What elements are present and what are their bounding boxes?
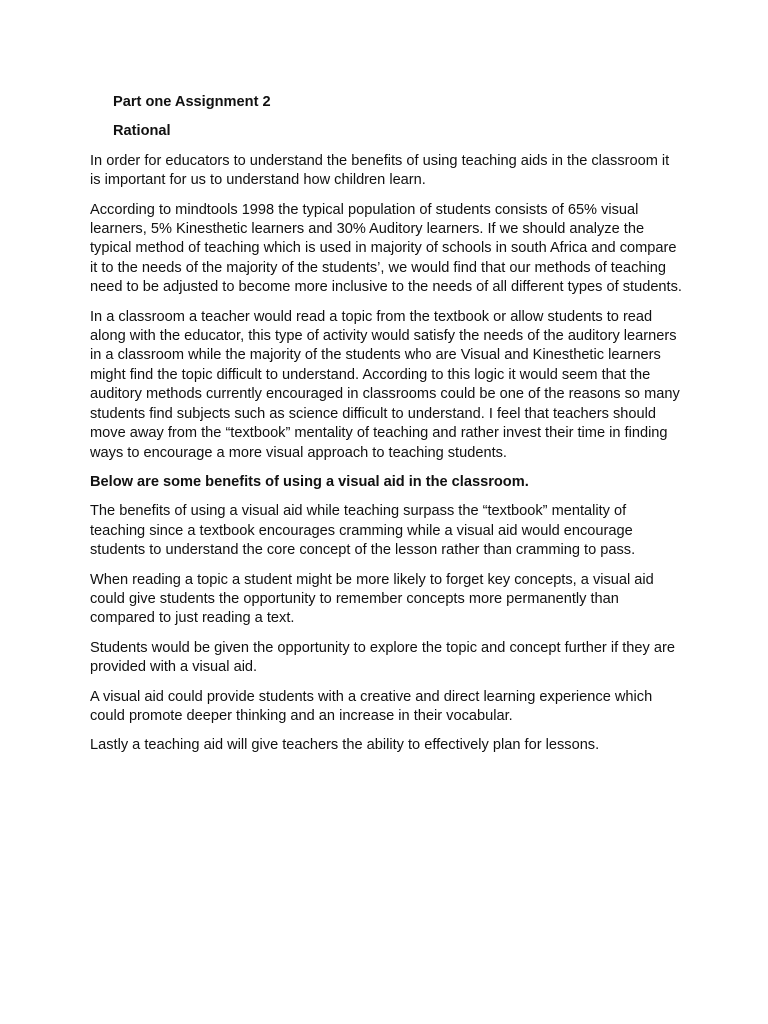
- paragraph-benefit-planning: Lastly a teaching aid will give teachers the ability to effectively plan for lessons.: [90, 737, 600, 754]
- paragraph-benefit-exploration: Students would be given the opportunity to explore the topic and concept further if they are provided with a visual aid.: [90, 639, 675, 676]
- paragraph-intro: In order for educators to understand the benefits of using teaching aids in the classroom it is important for us to understand how children learn.: [90, 152, 670, 189]
- paragraph-benefit-creative: A visual aid could provide students with a creative and direct learning experience which could promote deeper thinking and an increase in their vocabular.: [90, 688, 653, 724]
- paragraph-benefit-memory: When reading a topic a student might be more likely to forget key concepts, a visual aid could give students the opportunity to remember concepts more permanently than compared to just reading a text.: [90, 571, 654, 627]
- document-subtitle: Rational: [113, 123, 171, 140]
- document-content: [90, 93, 682, 766]
- paragraph-benefits-heading: Below are some benefits of using a visual aid in the classroom.: [90, 473, 529, 490]
- document-title: Part one Assignment 2: [113, 94, 271, 110]
- paragraph-benefit-textbook: The benefits of using a visual aid while teaching surpass the “textbook” mentality of teaching since a textbook encourages cramming while a visual aid would encourage students to understand the core concept of the lesson rather than cramming to pass.: [90, 503, 636, 559]
- paragraph-classroom-methods: In a classroom a teacher would read a topic from the textbook or allow students to read along with the educator, this type of activity would satisfy the needs of the auditory learners in a classroom while the majority of the students who are Visual and Kinesthetic learners might find the topic difficult to understand. According to this logic it would seem that the auditory methods currently encouraged in classrooms could be one of the reasons so many students find subjects such as science difficult to understand. I feel that teachers should move away from the “textbook” mentality of teaching and rather invest their time in finding ways to encourage a more visual approach to teaching students.: [90, 308, 680, 461]
- paragraph-learning-styles: According to mindtools 1998 the typical population of students consists of 65% visual learners, 5% Kinesthetic learners and 30% Auditory learners. If we should analyze the typical method of teaching which is used in majority of schools in south Africa and compare it to the needs of the majority of the students’, we would find that our methods of teaching need to be adjusted to become more inclusive to the needs of all different types of students.: [90, 201, 682, 296]
